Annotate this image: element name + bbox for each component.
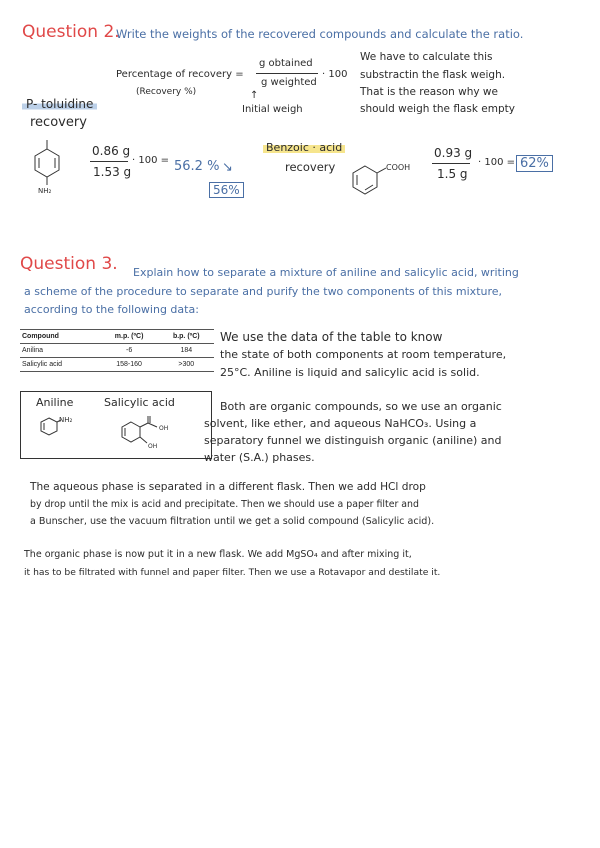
table-cell: -6: [100, 344, 159, 358]
salicylic-acid-name: Salicylic acid: [104, 396, 175, 409]
note-line: should weigh the flask empty: [360, 103, 515, 115]
paragraph-2-line: water (S.A.) phases.: [204, 451, 315, 464]
table-cell: Anilina: [20, 344, 100, 358]
formula-fraction-line: [256, 73, 318, 74]
benzoic-acid-recovery-label: recovery: [285, 160, 336, 174]
note-line: We have to calculate this: [360, 51, 493, 63]
p-toluidine-rounded-result: 56%: [209, 182, 244, 198]
benzoic-acid-structure-icon: [348, 162, 388, 196]
paragraph-3-line: a Bunscher, use the vacuum filtration until we get a solid compound (Salicylic acid).: [30, 516, 435, 527]
table-header: b.p. (ºC): [159, 330, 214, 344]
question-3-prompt-line: a scheme of the procedure to separate and purify the two components of this mixture,: [24, 285, 503, 298]
p-toluidine-fraction-line: [90, 161, 128, 162]
paragraph-1-line: the state of both components at room temperature,: [220, 348, 507, 361]
table-row: [20, 358, 214, 372]
p-toluidine-label: P- toluidine: [22, 97, 97, 111]
benzoic-acid-denominator: 1.5 g: [437, 167, 468, 181]
aniline-name: Aniline: [36, 396, 74, 409]
table-header: m.p. (ºC): [100, 330, 159, 344]
question-3-prompt-line: Explain how to separate a mixture of aniline and salicylic acid, writing: [133, 266, 519, 279]
p-toluidine-denominator: 1.53 g: [93, 165, 132, 179]
benzoic-acid-numerator: 0.93 g: [434, 146, 473, 160]
table-header-row: [20, 330, 214, 344]
p-toluidine-structure-icon: [30, 140, 64, 188]
initial-weigh-label: Initial weigh: [242, 104, 303, 115]
formula-denominator: g weighted: [261, 77, 317, 88]
table-header: Compound: [20, 330, 100, 344]
paragraph-1-line: 25°C. Aniline is liquid and salicylic acid is solid.: [220, 366, 480, 379]
question-3-title: Question 3.: [20, 254, 118, 274]
properties-table: [20, 329, 214, 372]
formula-multiplier: · 100: [322, 69, 348, 80]
benzoic-acid-label: Benzoic · acid: [263, 141, 345, 154]
note-line: That is the reason why we: [360, 86, 498, 98]
p-toluidine-multiplier: · 100 =: [132, 155, 170, 166]
table-row: [20, 344, 214, 358]
salicylic-oh-label: OH: [159, 425, 169, 432]
formula-subtitle: (Recovery %): [136, 87, 197, 97]
p-toluidine-result: 56.2 %: [174, 159, 220, 174]
paragraph-4-line: it has to be filtrated with funnel and paper filter. Then we use a Rotavapor and destilate it.: [24, 567, 441, 578]
p-toluidine-nh2-label: NH₂: [38, 187, 52, 195]
question-3-prompt-line: according to the following data:: [24, 303, 199, 316]
paragraph-4-line: The organic phase is now put it in a new flask. We add MgSO₄ and after mixing it,: [24, 549, 412, 560]
benzoic-acid-cooh-label: COOH: [386, 163, 411, 172]
benzoic-acid-fraction-line: [432, 163, 470, 164]
paragraph-2-line: Both are organic compounds, so we use an organic: [220, 400, 502, 413]
p-toluidine-numerator: 0.86 g: [92, 144, 131, 158]
p-toluidine-recovery-label: recovery: [30, 115, 87, 130]
formula-label: Percentage of recovery =: [116, 69, 244, 80]
paragraph-1-line: We use the data of the table to know: [220, 330, 443, 344]
table-cell: 158-160: [100, 358, 159, 372]
table-cell: Salicylic acid: [20, 358, 100, 372]
question-2-prompt: Write the weights of the recovered compounds and calculate the ratio.: [116, 27, 524, 41]
paragraph-2-line: separatory funnel we distinguish organic (aniline) and: [204, 434, 502, 447]
paragraph-3-line: by drop until the mix is acid and precipitate. Then we should use a paper filter and: [30, 499, 419, 510]
benzoic-acid-result: 62%: [516, 155, 553, 172]
aniline-nh2-label: NH₂: [59, 416, 73, 424]
arrow-down-right-icon: ↘: [222, 160, 233, 175]
up-arrow-icon: ↑: [250, 90, 259, 101]
paragraph-3-line: The aqueous phase is separated in a different flask. Then we add HCl drop: [30, 481, 426, 493]
paragraph-2-line: solvent, like ether, and aqueous NaHCO₃. Using a: [204, 417, 477, 430]
note-line: substractin the flask weigh.: [360, 69, 506, 81]
salicylic-oh-label: OH: [148, 443, 158, 450]
table-cell: 184: [159, 344, 214, 358]
formula-numerator: g obtained: [259, 58, 313, 69]
benzoic-acid-multiplier: · 100 =: [478, 157, 516, 168]
table-cell: >300: [159, 358, 214, 372]
question-2-title: Question 2.: [22, 22, 120, 42]
